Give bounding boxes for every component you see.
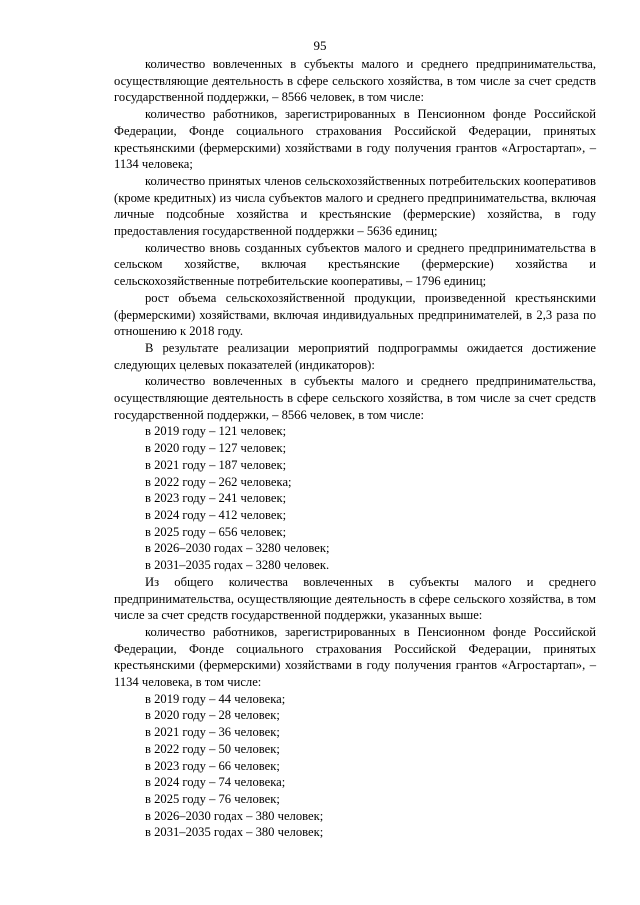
list-item: в 2026–2030 годах – 380 человек; <box>145 808 324 823</box>
year-list-employees <box>114 691 596 841</box>
paragraph: количество принятых членов сельскохозяйственных потребительских кооперативов (кроме кредитных) из числа субъектов малого и среднего предпринимательства, включая личные подсобные хозяйства и крестьянские (фермерские) хозяйства, в году предоставления государственной поддержки – 5636 единиц; <box>114 173 596 239</box>
paragraph: количество вовлеченных в субъекты малого и среднего предпринимательства, осуществляющие деятельность в сфере сельского хозяйства, в том числе за счет средств государственной поддержки, – 8566 человек, в том числе: <box>114 374 596 422</box>
paragraph: В результате реализации мероприятий подпрограммы ожидается достижение следующих целевых показателей (индикаторов): <box>114 340 596 372</box>
paragraph: рост объема сельскохозяйственной продукции, произведенной крестьянскими (фермерскими) хозяйствами, включая индивидуальных предпринимателей, в 2,3 раза по отношению к 2018 году. <box>114 290 596 339</box>
list-item: в 2019 году – 44 человека; <box>145 691 286 706</box>
list-item: в 2025 году – 656 человек; <box>145 524 287 539</box>
list-item: в 2019 году – 121 человек; <box>145 424 287 439</box>
list-item: в 2020 году – 127 человек; <box>145 441 287 456</box>
list-item: в 2026–2030 годах – 3280 человек; <box>145 541 330 556</box>
list-item: в 2025 году – 76 человек; <box>145 791 280 806</box>
year-list-participants <box>114 423 596 573</box>
paragraph: количество работников, зарегистрированных в Пенсионном фонде Российской Федерации, Фонде социального страхования Российской Федерации, принятых крестьянскими (фермерскими) хозяйствами в году получения грантов «Агростартап», – 1134 человека; <box>114 107 596 172</box>
list-item: в 2024 году – 74 человека; <box>145 775 286 790</box>
document-body <box>114 56 596 841</box>
list-item: в 2020 году – 28 человек; <box>145 708 280 723</box>
paragraph: количество вновь созданных субъектов малого и среднего предпринимательства в сельском хозяйстве, включая крестьянские (фермерские) хозяйства и сельскохозяйственные потребительские кооперативы, – 1796 единиц; <box>114 240 596 289</box>
list-item: в 2022 году – 50 человек; <box>145 741 280 756</box>
list-item: в 2023 году – 66 человек; <box>145 758 280 773</box>
list-item: в 2024 году – 412 человек; <box>145 507 287 522</box>
paragraph: количество работников, зарегистрированных в Пенсионном фонде Российской Федерации, Фонде социального страхования Российской Федерации, принятых крестьянскими (фермерскими) хозяйствами в году получения грантов «Агростартап», – 1134 человека, в том числе: <box>114 624 596 690</box>
paragraph: Из общего количества вовлеченных в субъекты малого и среднего предпринимательства, осуществляющие деятельность в сфере сельского хозяйства, в том числе за счет средств государственной поддержки, указанных выше: <box>114 574 596 623</box>
list-item: в 2031–2035 годах – 3280 человек. <box>145 558 330 573</box>
list-item: в 2022 году – 262 человека; <box>145 474 292 489</box>
list-item: в 2021 году – 36 человек; <box>145 725 280 740</box>
paragraph: количество вовлеченных в субъекты малого и среднего предпринимательства, осуществляющие деятельность в сфере сельского хозяйства, в том числе за счет средств государственной поддержки, – 8566 человек, в том числе: <box>114 57 596 105</box>
list-item: в 2023 году – 241 человек; <box>145 491 287 506</box>
page-number: 95 <box>313 38 327 53</box>
list-item: в 2021 году – 187 человек; <box>145 457 287 472</box>
list-item: в 2031–2035 годах – 380 человек; <box>145 825 324 840</box>
